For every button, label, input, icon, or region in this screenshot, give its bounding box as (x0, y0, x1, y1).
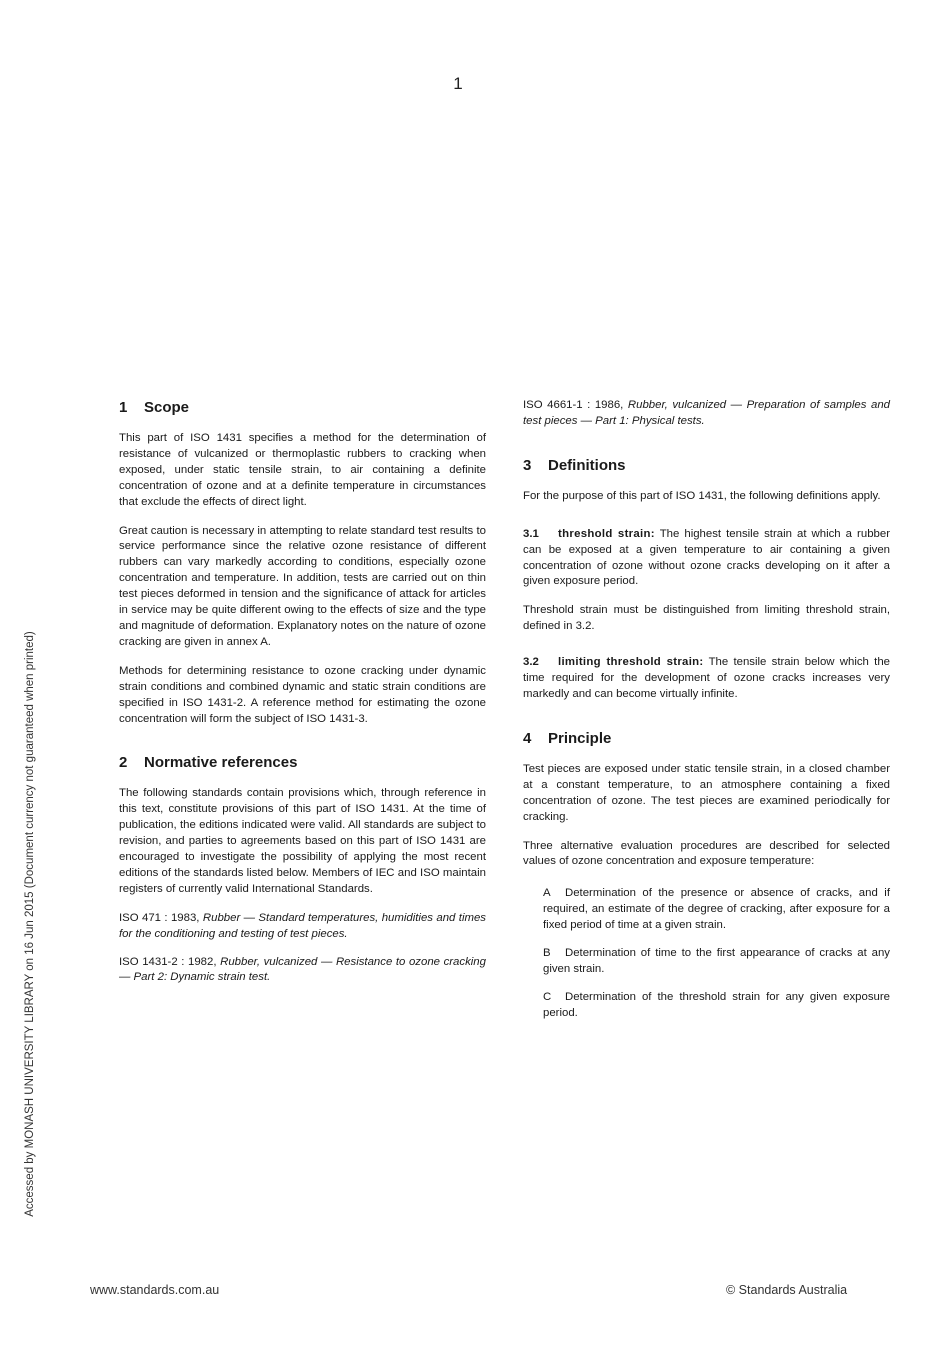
definition-note: Threshold strain must be distinguished from limiting threshold strain, defined in 3.2. (523, 604, 890, 633)
footer-copyright: © Standards Australia (726, 1283, 848, 1297)
section-definitions (523, 456, 890, 703)
scope-paragraph: This part of ISO 1431 specifies a method for the determination of resistance of vulcanized or thermoplastic rubbers to cracking when exposed, under static tensile strain, to air containing a definite concentration of ozone and at a definite temperature in circumstances that exclude the effects of direct light. (119, 432, 486, 508)
left-column (119, 398, 486, 998)
procedure-item: C Determination of the threshold strain for any given exposure period. (543, 990, 890, 1019)
normative-intro: The following standards contain provisions which, through reference in this text, constitute provisions of this part of ISO 1431. At the time of publication, the editions indicated were valid. All standards are subject to revision, and parties to agreements based on this part of ISO 1431 are encouraged to investigate the possibility of applying the most recent editions of the standards listed below. Members of IEC and ISO maintain registers of currently valid International Standards. (119, 787, 486, 895)
definitions-intro: For the purpose of this part of ISO 1431, the following definitions apply. (523, 489, 881, 502)
scope-heading: 1 Scope (119, 399, 190, 416)
procedure-item: B Determination of time to the first appearance of cracks at any given strain. (543, 947, 890, 975)
reference-item: ISO 4661-1 : 1986, Rubber, vulcanized — Preparation of samples and test pieces — Part 1: Physical tests. (523, 399, 890, 427)
reference-item: ISO 471 : 1983, Rubber — Standard temperatures, humidities and times for the conditioning and testing of test pieces. (119, 911, 486, 940)
reference-item: ISO 1431-2 : 1982, Rubber, vulcanized — Resistance to ozone cracking — Part 2: Dynamic strain test. (119, 955, 486, 984)
scope-paragraph: Great caution is necessary in attempting to relate standard test results to service performance since the relative ozone resistance of different rubbers can vary markedly according to conditions, especially ozone concentration and temperature. In addition, tests are carried out on thin test pieces deformed in tension and the significance of attack for articles in service may be quite different owing to the effects of size and the type and magnitude of deformation. Explanatory notes on the nature of ozone cracking are given in annex A. (119, 524, 486, 648)
right-column (523, 398, 890, 1034)
section-principle (523, 729, 890, 1022)
principle-paragraph: Test pieces are exposed under static tensile strain, in a closed chamber at a constant temperature, to an atmosphere containing a fixed concentration of ozone. The test pieces are examined periodically for cracking. (523, 762, 890, 823)
scope-paragraph: Methods for determining resistance to ozone cracking under dynamic strain conditions and combined dynamic and static strain conditions are specified in ISO 1431-2. A reference method for estimating the ozone concentration will form the subject of ISO 1431-3. (119, 664, 486, 725)
section-scope (119, 398, 486, 727)
definition-item: 3.1 threshold strain: The highest tensile strain at which a rubber can be exposed at a given temperature to air containing a given concentration of ozone without ozone cracks developing on it after a given exposure period. (523, 527, 890, 588)
access-watermark: Accessed by MONASH UNIVERSITY LIBRARY on 16 Jun 2015 (Document currency not guaranteed when printed) (24, 631, 36, 1217)
footer-website: www.standards.com.au (90, 1283, 220, 1297)
principle-paragraph: Three alternative evaluation procedures are described for selected values of ozone concentration and exposure temperature: (523, 839, 890, 868)
principle-heading: 4 Principle (523, 729, 612, 747)
page-number: 1 (453, 74, 463, 93)
section-normative-references (119, 753, 486, 986)
definitions-heading: 3 Definitions (523, 456, 626, 474)
procedure-item: A Determination of the presence or absence of cracks, and if required, an estimate of the degree of cracking, after exposure for a fixed period of time at a given strain. (543, 887, 890, 932)
definition-item: 3.2 limiting threshold strain: The tensile strain below which the time required for the development of ozone cracks increases very markedly and can become virtually infinite. (523, 656, 890, 700)
normative-heading: 2 Normative references (119, 754, 298, 772)
